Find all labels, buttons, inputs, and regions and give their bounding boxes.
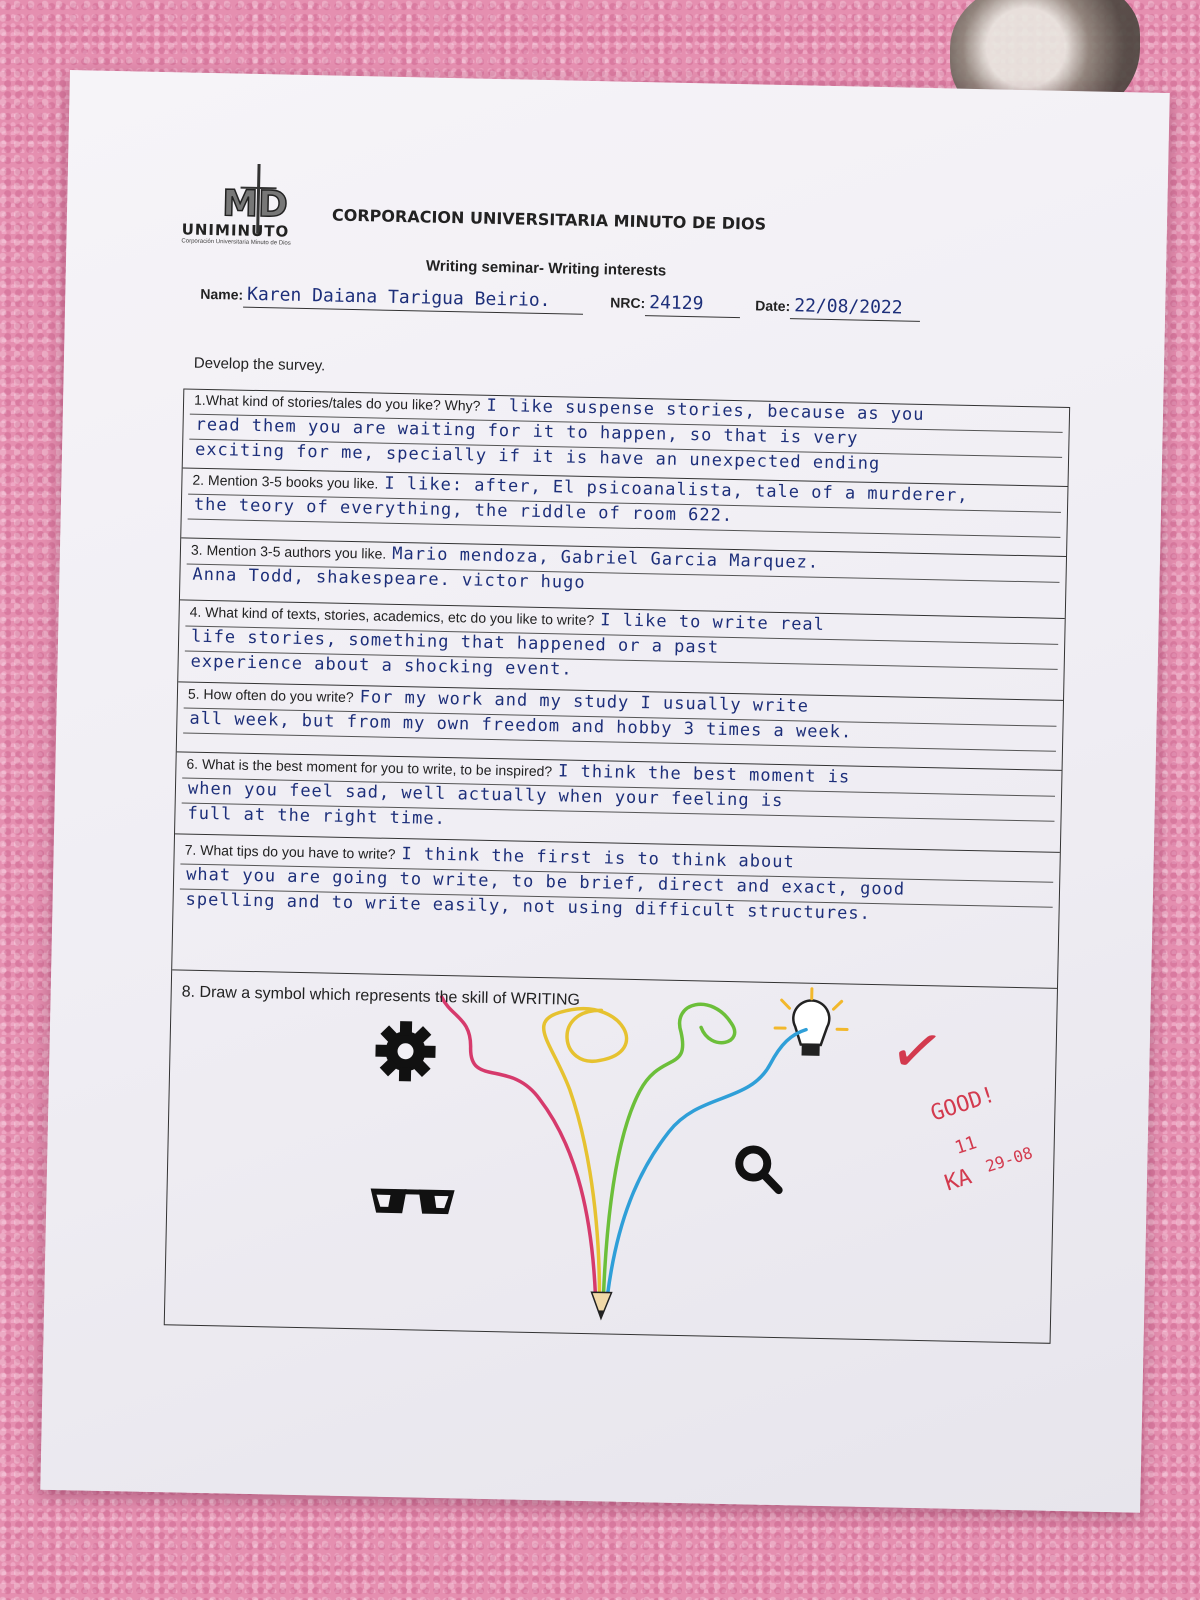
answer-text: I think the first is to think about	[401, 844, 795, 873]
drawing-prompt: 8. Draw a symbol which represents the skill of WRITING	[181, 983, 581, 1009]
answer-text: I like suspense stories, because as you	[486, 395, 925, 425]
answer-text: Anna Todd, shakespeare. victor hugo	[192, 564, 586, 593]
answer-text: Mario mendoza, Gabriel Garcia Marquez.	[392, 543, 820, 573]
answer-text: life stories, something that happened or a past	[190, 626, 720, 658]
survey-sheet	[40, 70, 1169, 1513]
question-prompt: 4. What kind of texts, stories, academics, etc do you like to write?	[189, 603, 595, 629]
question-6	[175, 753, 1062, 853]
instruction-text: Develop the survey.	[193, 354, 326, 375]
answer-text: what you are going to write, to be brief, direct and exact, good	[185, 864, 906, 900]
question-prompt: 3. Mention 3-5 authors you like.	[190, 541, 387, 562]
nrc-label: NRC:	[610, 294, 646, 312]
answer-text: all week, but from my own freedom and hobby 3 times a week.	[189, 708, 853, 743]
name-field	[200, 283, 583, 315]
check-mark-icon: ✓	[883, 1010, 950, 1094]
logo-subtitle: Corporación Universitaria Minuto de Dios	[181, 238, 291, 247]
nrc-field	[610, 291, 740, 318]
logo-name: UNIMINUTO	[181, 220, 290, 241]
name-label: Name:	[200, 285, 244, 303]
date-field	[755, 294, 920, 321]
answer-text: full at the right time.	[187, 803, 447, 830]
gear-icon	[375, 1021, 436, 1082]
answer-text: read them you are waiting for it to happen, so that is very	[195, 414, 859, 449]
logo-letters: MD	[221, 183, 289, 226]
pencil-icon	[591, 1292, 612, 1318]
name-value: Karen Daiana Tarigua Beirio.	[243, 284, 583, 315]
answer-text: I like: after, El psicoanalista, tale of a murderer,	[384, 473, 969, 506]
question-prompt: 2. Mention 3-5 books you like.	[192, 471, 379, 492]
grade-mark: 11	[952, 1132, 980, 1159]
question-prompt: 7. What tips do you have to write?	[184, 841, 396, 862]
answer-text: the teory of everything, the riddle of room 622.	[193, 494, 734, 526]
question-7	[172, 839, 1060, 989]
answer-text: when you feel sad, well actually when your feeling is	[187, 778, 784, 812]
answer-text: experience about a shocking event.	[190, 651, 573, 680]
form-title: Writing seminar- Writing interests	[425, 257, 667, 280]
question-prompt: 5. How often do you write?	[187, 685, 354, 706]
uniminuto-logo	[181, 142, 353, 266]
question-prompt: 6. What is the best moment for you to write, to be inspired?	[186, 755, 553, 780]
question-prompt: 1.What kind of stories/tales do you like? Why?	[193, 391, 481, 414]
answer-text: I like to write real	[600, 610, 826, 635]
answer-text: exciting for me, specially if it is have an unexpected ending	[194, 439, 881, 475]
answer-text: spelling and to write easily, not using difficult structures.	[185, 889, 872, 924]
magnifier-icon	[739, 1149, 780, 1190]
answer-text: I think the best moment is	[557, 761, 851, 788]
institution-name: CORPORACION UNIVERSITARIA MINUTO DE DIOS	[331, 205, 767, 234]
grade-initials: KA	[941, 1164, 975, 1197]
nrc-value: 24129	[645, 292, 740, 318]
grade-date: 29-08	[983, 1143, 1035, 1176]
grade-comment: GOOD!	[927, 1082, 999, 1127]
answer-text: For my work and my study I usually write	[359, 687, 810, 717]
date-label: Date:	[755, 297, 791, 315]
glasses-icon	[370, 1189, 454, 1215]
date-value: 22/08/2022	[790, 295, 920, 322]
teacher-grade	[780, 1000, 1035, 1230]
